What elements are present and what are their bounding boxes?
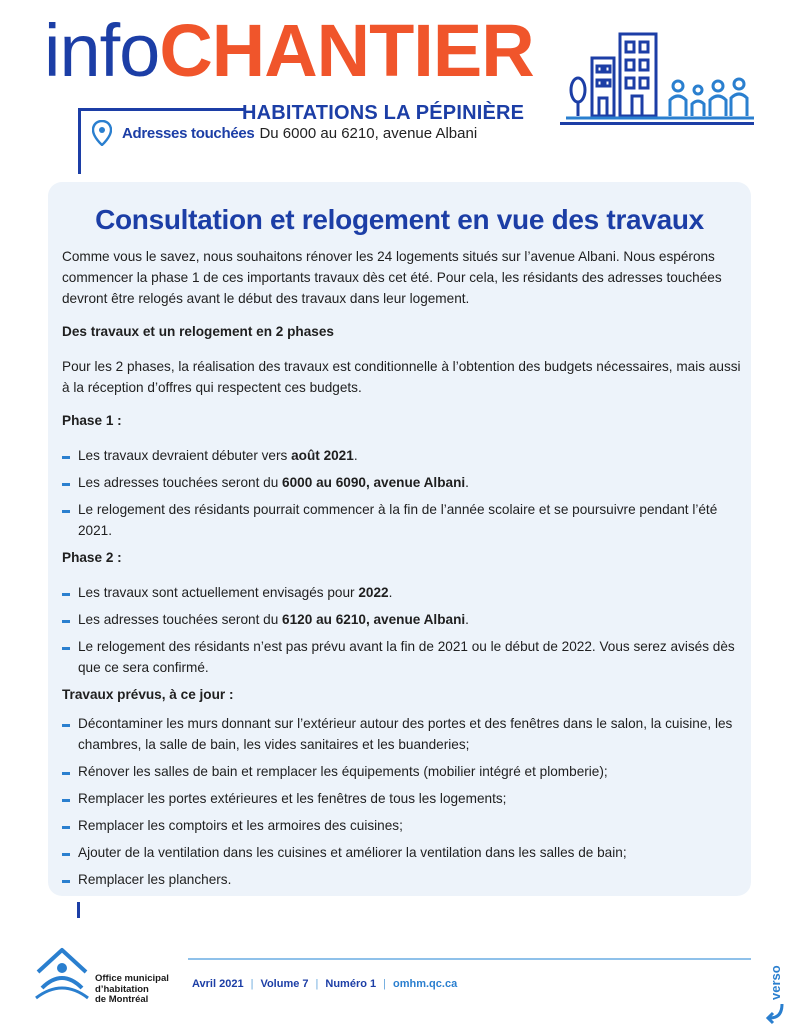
bullet-dash-icon [62,724,70,727]
phase1-heading: Phase 1 : [62,413,122,428]
footer-divider [188,958,751,960]
item-text: Les adresses touchées seront du [78,612,283,627]
header [0,0,799,180]
bullet-dash-icon [62,510,70,513]
org-line: Office municipal [95,973,169,984]
issue-number: Numéro 1 [325,978,377,990]
works-heading: Travaux prévus, à ce jour : [62,687,234,702]
list-item [62,788,742,809]
list-item [62,815,742,836]
verso-label[interactable]: verso [768,965,783,1000]
list-item [62,499,742,541]
bullet-dash-icon [62,483,70,486]
bullet-dash-icon [62,826,70,829]
item-bold-text: août 2021 [291,448,354,463]
bullet-dash-icon [62,799,70,802]
footer-info [192,978,457,990]
header-divider [78,108,244,111]
card-content [62,246,742,896]
section-heading-phases: Des travaux et un relogement en 2 phases [62,324,334,339]
item-text: Les travaux sont actuellement envisagés pour [78,585,359,600]
item-text: Les adresses touchées seront du [78,475,283,490]
item-text: Le relogement des résidants pourrait commencer à la fin de l’année scolaire et se poursuivre pendant l’été 2021. [78,502,718,538]
content-card [48,182,751,896]
header-vertical-rule [78,108,81,174]
item-text: Remplacer les comptoirs et les armoires des cuisines; [78,818,403,833]
location-pin-icon [92,120,112,146]
item-text: Remplacer les planchers. [78,872,232,887]
item-text: Le relogement des résidants n’est pas prévu avant la fin de 2021 ou le début de 2022. Vous serez avisés dès que ce sera confirmé. [78,639,735,675]
bullet-dash-icon [62,772,70,775]
issue-date: Avril 2021 [192,978,244,990]
item-text: Les travaux devraient débuter vers [78,448,292,463]
logo-chantier-text: CHANTIER [159,9,534,92]
org-line: d’habitation [95,983,149,995]
bullet-dash-icon [62,647,70,650]
item-bold-text: 2022 [358,585,389,600]
item-text: Remplacer les portes extérieures et les fenêtres de tous les logements; [78,791,507,806]
separator: | [315,978,319,990]
decorative-bar [77,902,80,918]
card-title: Consultation et relogement en vue des travaux [95,204,704,235]
list-item [62,609,742,630]
list-item [62,582,742,603]
phase2-list [62,582,742,678]
infochantier-logo [44,9,534,92]
list-item [62,869,742,890]
item-text-end: . [465,475,469,490]
item-text: Décontaminer les murs donnant sur l’extérieur autour des portes et des fenêtres dans le salon, la cuisine, les chambres, la salle de bain, les vides sanitaires et les buanderies; [78,716,733,752]
issue-volume: Volume 7 [260,978,309,990]
bullet-dash-icon [62,456,70,459]
list-item [62,761,742,782]
omhm-name [95,974,169,1006]
org-line: de Montréal [95,994,149,1005]
address-line [92,120,477,146]
buildings-illustration-icon [566,28,754,124]
list-item [62,713,742,755]
list-item [62,636,742,678]
list-item [62,842,742,863]
item-text-end: . [353,448,358,463]
item-bold-text: 6120 au 6210, avenue Albani [282,612,466,627]
phase2-heading: Phase 2 : [62,550,122,565]
address-value: Du 6000 au 6210, avenue Albani [259,124,478,142]
logo-info-text: info [44,9,160,92]
bullet-dash-icon [62,880,70,883]
section-phases-text: Pour les 2 phases, la réalisation des travaux est conditionnelle à l’obtention des budgets nécessaires, mais aussi à la réception d’offres qui respectent ces budgets. [62,359,741,395]
subtitle-underline [560,122,754,125]
list-item [62,445,742,466]
omhm-logo-icon [34,944,90,1002]
phase1-list [62,445,742,541]
item-bold-text: 6000 au 6090, avenue Albani [282,475,466,490]
intro-paragraph: Comme vous le savez, nous souhaitons rénover les 24 logements situés sur l’avenue Albani. Nous espérons commencer la phase 1 de ces importants travaux dès cet été. Pour cela, les résidants des adresses touchées devront être relogés avant le début des travaux dans leur logement. [62,249,722,306]
bullet-dash-icon [62,593,70,596]
address-label: Adresses touchées [122,124,255,142]
bullet-dash-icon [62,620,70,623]
item-text-end: . [465,612,469,627]
works-list [62,713,742,890]
item-text: Rénover les salles de bain et remplacer les équipements (mobilier intégré et plomberie); [78,764,608,779]
bullet-dash-icon [62,853,70,856]
list-item [62,472,742,493]
project-subtitle: HABITATIONS LA PÉPINIÈRE [242,102,525,124]
separator: | [383,978,386,990]
separator: | [250,978,254,990]
item-text: Ajouter de la ventilation dans les cuisines et améliorer la ventilation dans les salles de bain; [78,845,627,860]
item-text-end: . [388,585,393,600]
website-link[interactable]: omhm.qc.ca [393,978,458,990]
